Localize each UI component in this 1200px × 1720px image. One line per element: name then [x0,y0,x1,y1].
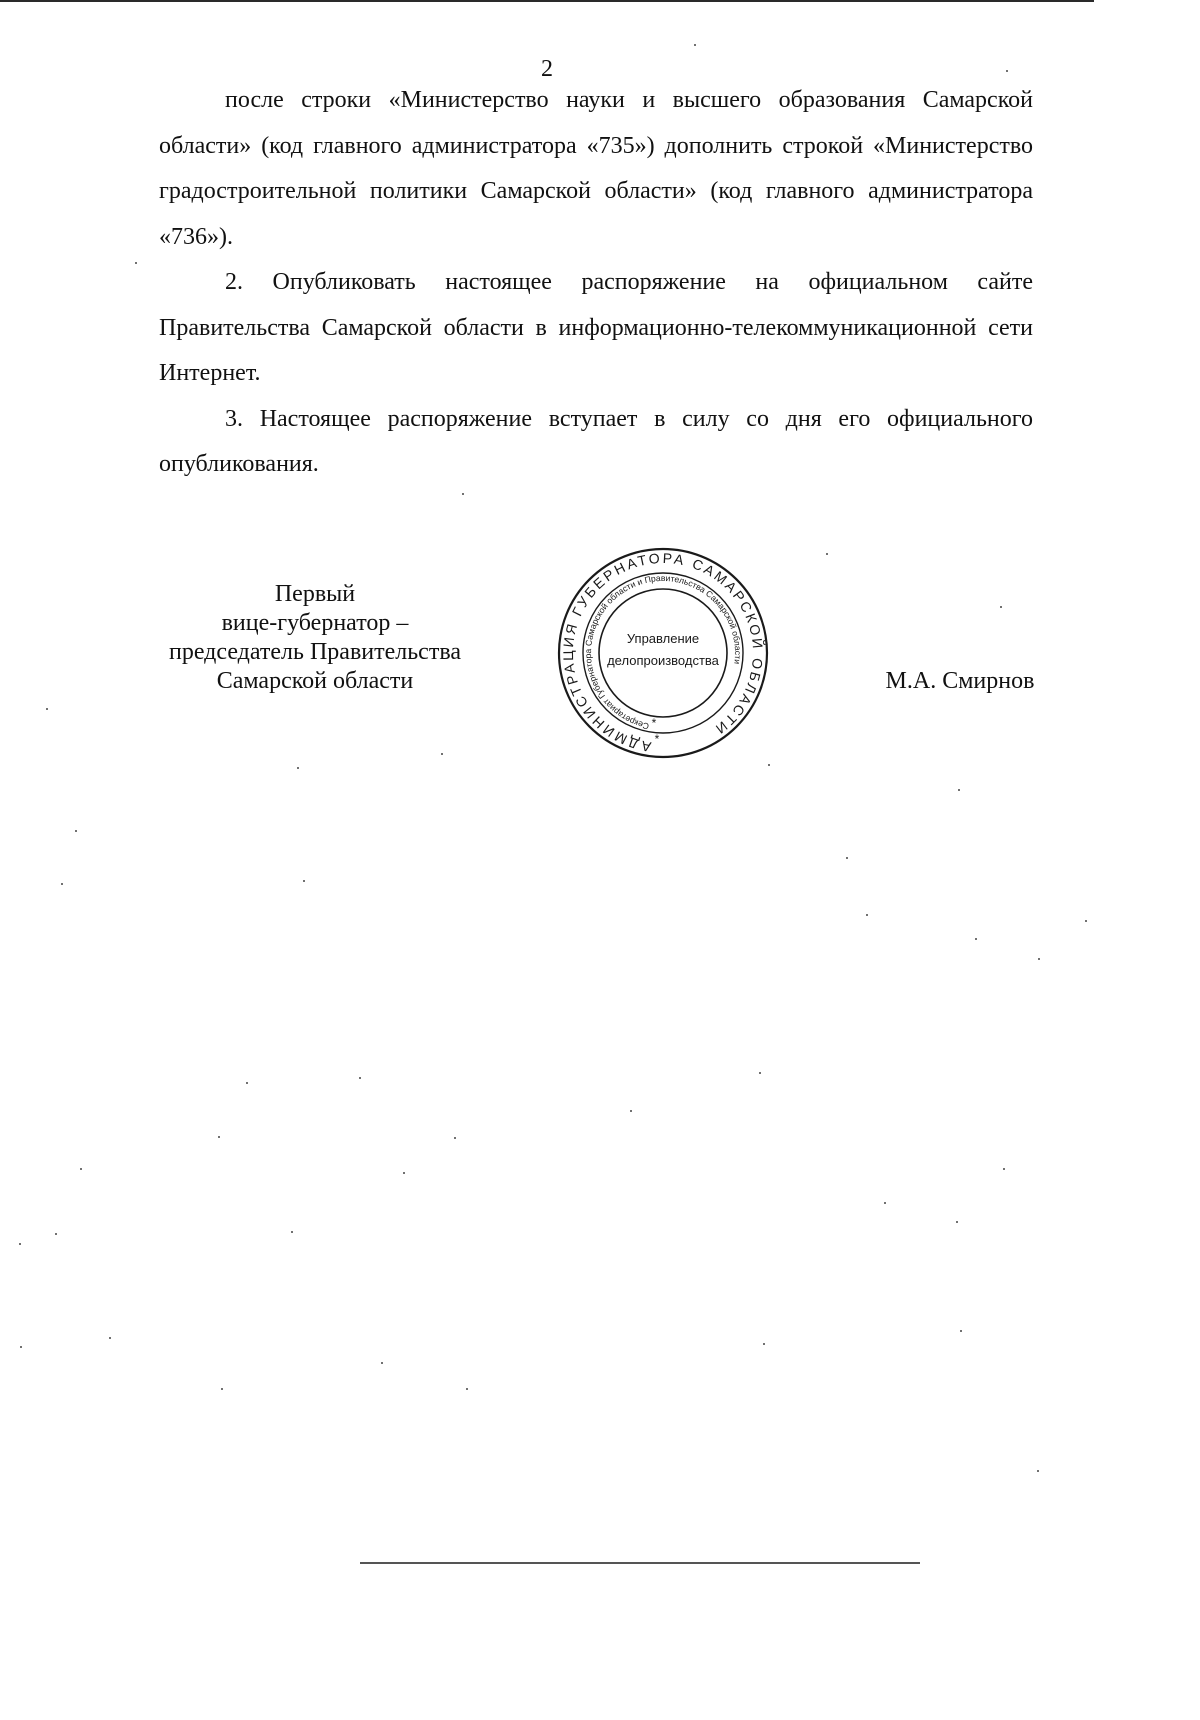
scan-speck [462,493,464,495]
signatory-title-line: Первый [274,581,356,607]
signatory-title [140,580,490,696]
signatory-title-line: вице-губернатор – [221,610,409,636]
scan-speck [466,1388,468,1390]
scan-speck [960,1330,962,1332]
scan-speck [221,1388,223,1390]
seal-outer-text: АДМИНИСТРАЦИЯ ГУБЕРНАТОРА САМАРСКОЙ ОБЛАСТИ [559,549,767,756]
signatory-name: М.А. Смирнов [885,668,1035,694]
scan-speck [454,1137,456,1139]
signatory-title-line: председатель Правительства [168,639,461,665]
scan-speck [403,1172,405,1174]
scan-speck [958,789,960,791]
scan-speck [768,764,770,766]
scan-speck [694,44,696,46]
scan-speck [1006,70,1008,72]
scan-speck [109,1337,111,1339]
scan-speck [291,1231,293,1233]
paragraph-effective-date: 3. Настоящее распоряжение вступает в силу со дня его официального опубликования. [159,405,1033,477]
scan-edge-bottom [360,1562,920,1564]
scan-speck [1000,606,1002,608]
seal-star-icon: * [651,716,657,730]
seal-inner-text: Секретариат Губернатора Самарской области и Правительства Самарской области [582,572,744,732]
scan-speck [846,857,848,859]
scan-speck [1085,920,1087,922]
official-seal [553,543,773,761]
scan-speck [20,1346,22,1348]
scan-speck [441,753,443,755]
page-number: 2 [541,56,553,82]
scan-speck [246,1082,248,1084]
scan-speck [826,553,828,555]
scan-speck [359,1077,361,1079]
seal-center-line-1: Управление [626,631,700,646]
seal-star-icon: * [654,732,660,746]
paragraph-publish: 2. Опубликовать настоящее распоряжение на официальном сайте Правительства Самарской области в информационно-телекоммуникационной сети Интернет. [159,269,1033,386]
scan-speck [866,914,868,916]
scan-edge-top [0,0,1094,2]
scan-speck [763,1343,765,1345]
scan-speck [303,880,305,882]
scan-speck [956,1221,958,1223]
scan-speck [630,1110,632,1112]
scan-speck [55,1233,57,1235]
seal-center-line-2: делопроизводства [607,653,719,668]
scan-speck [884,1202,886,1204]
scan-speck [1003,1168,1005,1170]
scan-speck [1038,958,1040,960]
scan-speck [975,938,977,940]
scan-speck [759,1072,761,1074]
scan-speck [61,883,63,885]
scan-speck [381,1362,383,1364]
signatory-title-line: Самарской области [216,668,414,694]
scan-speck [218,1136,220,1138]
scan-speck [46,708,48,710]
scan-speck [297,767,299,769]
paragraph-continuation: после строки «Министерство науки и высшего образования Самарской области» (код главного администратора «735») дополнить строкой «Министерство градостроительной политики Самарской области» (код главного администратора «736»). [159,87,1033,250]
scan-speck [1037,1470,1039,1472]
scan-speck [19,1243,21,1245]
scan-speck [75,830,77,832]
scan-speck [80,1168,82,1170]
scan-speck [135,262,137,264]
document-body [159,78,1033,488]
